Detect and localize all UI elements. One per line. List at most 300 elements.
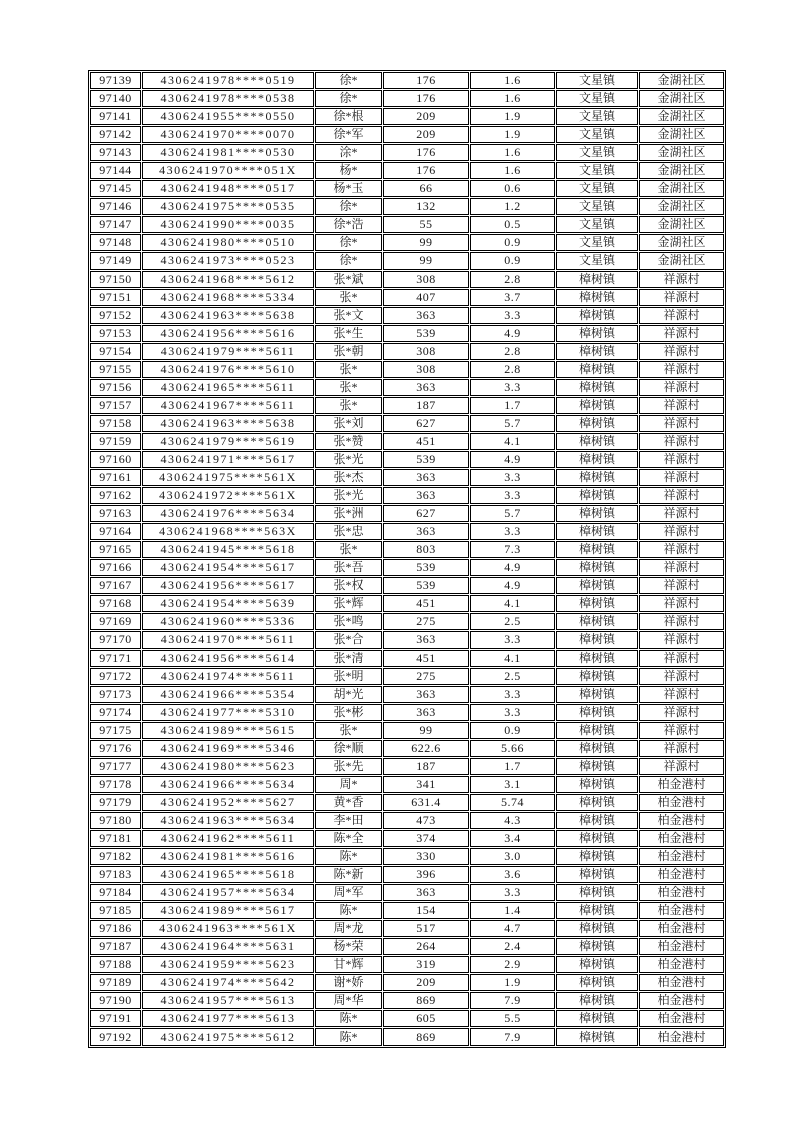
rate-cell: 4.1 bbox=[470, 433, 555, 450]
rate-cell: 5.5 bbox=[470, 1010, 555, 1027]
row-index-cell: 97151 bbox=[90, 289, 141, 306]
table-row bbox=[90, 938, 724, 955]
id-number-cell: 4306241972****561X bbox=[142, 487, 314, 504]
id-number-cell: 4306241974****5611 bbox=[142, 668, 314, 685]
id-number-cell: 4306241968****563X bbox=[142, 523, 314, 540]
id-number-cell: 4306241963****5634 bbox=[142, 812, 314, 829]
table-row bbox=[90, 704, 724, 721]
village-cell: 祥源村 bbox=[639, 631, 724, 648]
town-cell: 樟树镇 bbox=[556, 992, 638, 1009]
table-row bbox=[90, 325, 724, 342]
amount-cell: 631.4 bbox=[383, 794, 469, 811]
village-cell: 祥源村 bbox=[639, 307, 724, 324]
amount-cell: 308 bbox=[383, 343, 469, 360]
name-cell: 周*军 bbox=[315, 884, 382, 901]
village-cell: 祥源村 bbox=[639, 595, 724, 612]
table-row bbox=[90, 90, 724, 107]
town-cell: 樟树镇 bbox=[556, 740, 638, 757]
amount-cell: 363 bbox=[383, 884, 469, 901]
table-row bbox=[90, 108, 724, 125]
amount-cell: 363 bbox=[383, 631, 469, 648]
rate-cell: 1.9 bbox=[470, 126, 555, 143]
table-row bbox=[90, 216, 724, 233]
amount-cell: 451 bbox=[383, 433, 469, 450]
id-number-cell: 4306241975****561X bbox=[142, 469, 314, 486]
town-cell: 樟树镇 bbox=[556, 920, 638, 937]
amount-cell: 209 bbox=[383, 108, 469, 125]
id-number-cell: 4306241965****5618 bbox=[142, 866, 314, 883]
town-cell: 樟树镇 bbox=[556, 559, 638, 576]
rate-cell: 3.3 bbox=[470, 884, 555, 901]
village-cell: 祥源村 bbox=[639, 559, 724, 576]
id-number-cell: 4306241968****5334 bbox=[142, 289, 314, 306]
name-cell: 李*田 bbox=[315, 812, 382, 829]
amount-cell: 264 bbox=[383, 938, 469, 955]
amount-cell: 539 bbox=[383, 451, 469, 468]
row-index-cell: 97157 bbox=[90, 397, 141, 414]
village-cell: 祥源村 bbox=[639, 650, 724, 667]
amount-cell: 396 bbox=[383, 866, 469, 883]
id-number-cell: 4306241967****5611 bbox=[142, 397, 314, 414]
rate-cell: 1.9 bbox=[470, 108, 555, 125]
village-cell: 柏金港村 bbox=[639, 884, 724, 901]
rate-cell: 2.8 bbox=[470, 271, 555, 288]
id-number-cell: 4306241976****5634 bbox=[142, 505, 314, 522]
village-cell: 祥源村 bbox=[639, 271, 724, 288]
name-cell: 陈* bbox=[315, 1010, 382, 1027]
name-cell: 张*忠 bbox=[315, 523, 382, 540]
village-cell: 柏金港村 bbox=[639, 794, 724, 811]
row-index-cell: 97174 bbox=[90, 704, 141, 721]
row-index-cell: 97155 bbox=[90, 361, 141, 378]
id-number-cell: 4306241964****5631 bbox=[142, 938, 314, 955]
table-row bbox=[90, 307, 724, 324]
table-row bbox=[90, 956, 724, 973]
table-row bbox=[90, 758, 724, 775]
rate-cell: 1.6 bbox=[470, 144, 555, 161]
name-cell: 徐*顺 bbox=[315, 740, 382, 757]
row-index-cell: 97141 bbox=[90, 108, 141, 125]
name-cell: 张*文 bbox=[315, 307, 382, 324]
name-cell: 谢*娇 bbox=[315, 974, 382, 991]
town-cell: 樟树镇 bbox=[556, 884, 638, 901]
table-row bbox=[90, 162, 724, 179]
town-cell: 樟树镇 bbox=[556, 848, 638, 865]
rate-cell: 1.6 bbox=[470, 90, 555, 107]
table-row bbox=[90, 541, 724, 558]
row-index-cell: 97140 bbox=[90, 90, 141, 107]
table-row bbox=[90, 884, 724, 901]
rate-cell: 4.9 bbox=[470, 451, 555, 468]
amount-cell: 99 bbox=[383, 252, 469, 269]
id-number-cell: 4306241954****5617 bbox=[142, 559, 314, 576]
table-row bbox=[90, 740, 724, 757]
amount-cell: 363 bbox=[383, 523, 469, 540]
town-cell: 文星镇 bbox=[556, 126, 638, 143]
id-number-cell: 4306241978****0519 bbox=[142, 72, 314, 89]
id-number-cell: 4306241976****5610 bbox=[142, 361, 314, 378]
table-row bbox=[90, 469, 724, 486]
name-cell: 陈*新 bbox=[315, 866, 382, 883]
id-number-cell: 4306241990****0035 bbox=[142, 216, 314, 233]
town-cell: 樟树镇 bbox=[556, 830, 638, 847]
name-cell: 张*鸣 bbox=[315, 613, 382, 630]
id-number-cell: 4306241957****5613 bbox=[142, 992, 314, 1009]
town-cell: 樟树镇 bbox=[556, 595, 638, 612]
row-index-cell: 97170 bbox=[90, 631, 141, 648]
rate-cell: 5.7 bbox=[470, 505, 555, 522]
row-index-cell: 97180 bbox=[90, 812, 141, 829]
amount-cell: 176 bbox=[383, 162, 469, 179]
row-index-cell: 97159 bbox=[90, 433, 141, 450]
rate-cell: 3.3 bbox=[470, 704, 555, 721]
name-cell: 周*华 bbox=[315, 992, 382, 1009]
id-number-cell: 4306241980****5623 bbox=[142, 758, 314, 775]
name-cell: 张*清 bbox=[315, 650, 382, 667]
town-cell: 樟树镇 bbox=[556, 379, 638, 396]
name-cell: 张*刘 bbox=[315, 415, 382, 432]
id-number-cell: 4306241979****5619 bbox=[142, 433, 314, 450]
table-row bbox=[90, 271, 724, 288]
name-cell: 徐* bbox=[315, 90, 382, 107]
name-cell: 张*光 bbox=[315, 451, 382, 468]
id-number-cell: 4306241956****5617 bbox=[142, 577, 314, 594]
village-cell: 柏金港村 bbox=[639, 938, 724, 955]
table-row bbox=[90, 992, 724, 1009]
rate-cell: 4.3 bbox=[470, 812, 555, 829]
amount-cell: 517 bbox=[383, 920, 469, 937]
row-index-cell: 97148 bbox=[90, 234, 141, 251]
row-index-cell: 97172 bbox=[90, 668, 141, 685]
town-cell: 文星镇 bbox=[556, 144, 638, 161]
amount-cell: 341 bbox=[383, 776, 469, 793]
rate-cell: 3.4 bbox=[470, 830, 555, 847]
village-cell: 柏金港村 bbox=[639, 1028, 724, 1046]
rate-cell: 2.8 bbox=[470, 343, 555, 360]
amount-cell: 451 bbox=[383, 650, 469, 667]
village-cell: 祥源村 bbox=[639, 740, 724, 757]
amount-cell: 363 bbox=[383, 379, 469, 396]
town-cell: 樟树镇 bbox=[556, 271, 638, 288]
rate-cell: 7.9 bbox=[470, 992, 555, 1009]
village-cell: 祥源村 bbox=[639, 469, 724, 486]
table-row bbox=[90, 776, 724, 793]
id-number-cell: 4306241989****5617 bbox=[142, 902, 314, 919]
name-cell: 杨*玉 bbox=[315, 180, 382, 197]
name-cell: 张*吾 bbox=[315, 559, 382, 576]
rate-cell: 0.9 bbox=[470, 252, 555, 269]
town-cell: 樟树镇 bbox=[556, 956, 638, 973]
id-number-cell: 4306241979****5611 bbox=[142, 343, 314, 360]
row-index-cell: 97187 bbox=[90, 938, 141, 955]
village-cell: 祥源村 bbox=[639, 433, 724, 450]
amount-cell: 187 bbox=[383, 758, 469, 775]
table-row bbox=[90, 812, 724, 829]
name-cell: 徐* bbox=[315, 252, 382, 269]
table-row bbox=[90, 559, 724, 576]
id-number-cell: 4306241956****5614 bbox=[142, 650, 314, 667]
name-cell: 张*赞 bbox=[315, 433, 382, 450]
town-cell: 樟树镇 bbox=[556, 613, 638, 630]
amount-cell: 407 bbox=[383, 289, 469, 306]
amount-cell: 473 bbox=[383, 812, 469, 829]
table-row bbox=[90, 631, 724, 648]
village-cell: 祥源村 bbox=[639, 415, 724, 432]
amount-cell: 176 bbox=[383, 144, 469, 161]
table-row bbox=[90, 1010, 724, 1027]
rate-cell: 1.6 bbox=[470, 162, 555, 179]
name-cell: 周* bbox=[315, 776, 382, 793]
town-cell: 文星镇 bbox=[556, 252, 638, 269]
table-row bbox=[90, 650, 724, 667]
table-row bbox=[90, 144, 724, 161]
table-row bbox=[90, 487, 724, 504]
rate-cell: 0.6 bbox=[470, 180, 555, 197]
row-index-cell: 97139 bbox=[90, 72, 141, 89]
village-cell: 祥源村 bbox=[639, 613, 724, 630]
table-row bbox=[90, 126, 724, 143]
row-index-cell: 97173 bbox=[90, 686, 141, 703]
row-index-cell: 97166 bbox=[90, 559, 141, 576]
town-cell: 樟树镇 bbox=[556, 433, 638, 450]
rate-cell: 0.5 bbox=[470, 216, 555, 233]
id-number-cell: 4306241954****5639 bbox=[142, 595, 314, 612]
id-number-cell: 4306241989****5615 bbox=[142, 722, 314, 739]
village-cell: 金湖社区 bbox=[639, 126, 724, 143]
town-cell: 樟树镇 bbox=[556, 704, 638, 721]
row-index-cell: 97177 bbox=[90, 758, 141, 775]
row-index-cell: 97156 bbox=[90, 379, 141, 396]
records-table-body bbox=[90, 72, 724, 1046]
amount-cell: 275 bbox=[383, 668, 469, 685]
village-cell: 金湖社区 bbox=[639, 72, 724, 89]
name-cell: 周*龙 bbox=[315, 920, 382, 937]
rate-cell: 3.6 bbox=[470, 866, 555, 883]
rate-cell: 5.66 bbox=[470, 740, 555, 757]
name-cell: 张*彬 bbox=[315, 704, 382, 721]
village-cell: 柏金港村 bbox=[639, 776, 724, 793]
name-cell: 徐* bbox=[315, 234, 382, 251]
id-number-cell: 4306241966****5634 bbox=[142, 776, 314, 793]
rate-cell: 3.0 bbox=[470, 848, 555, 865]
table-row bbox=[90, 72, 724, 89]
rate-cell: 7.3 bbox=[470, 541, 555, 558]
village-cell: 金湖社区 bbox=[639, 90, 724, 107]
id-number-cell: 4306241975****5612 bbox=[142, 1028, 314, 1046]
town-cell: 樟树镇 bbox=[556, 451, 638, 468]
town-cell: 樟树镇 bbox=[556, 289, 638, 306]
name-cell: 张*斌 bbox=[315, 271, 382, 288]
table-row bbox=[90, 794, 724, 811]
amount-cell: 99 bbox=[383, 234, 469, 251]
rate-cell: 4.9 bbox=[470, 559, 555, 576]
table-row bbox=[90, 668, 724, 685]
row-index-cell: 97175 bbox=[90, 722, 141, 739]
village-cell: 柏金港村 bbox=[639, 974, 724, 991]
rate-cell: 4.1 bbox=[470, 650, 555, 667]
row-index-cell: 97171 bbox=[90, 650, 141, 667]
table-row bbox=[90, 361, 724, 378]
row-index-cell: 97188 bbox=[90, 956, 141, 973]
amount-cell: 622.6 bbox=[383, 740, 469, 757]
row-index-cell: 97147 bbox=[90, 216, 141, 233]
row-index-cell: 97144 bbox=[90, 162, 141, 179]
amount-cell: 363 bbox=[383, 686, 469, 703]
id-number-cell: 4306241968****5612 bbox=[142, 271, 314, 288]
amount-cell: 308 bbox=[383, 271, 469, 288]
town-cell: 樟树镇 bbox=[556, 776, 638, 793]
id-number-cell: 4306241960****5336 bbox=[142, 613, 314, 630]
town-cell: 文星镇 bbox=[556, 162, 638, 179]
town-cell: 樟树镇 bbox=[556, 902, 638, 919]
table-row bbox=[90, 595, 724, 612]
village-cell: 祥源村 bbox=[639, 379, 724, 396]
town-cell: 文星镇 bbox=[556, 72, 638, 89]
id-number-cell: 4306241970****051X bbox=[142, 162, 314, 179]
rate-cell: 1.7 bbox=[470, 758, 555, 775]
village-cell: 祥源村 bbox=[639, 451, 724, 468]
table-row bbox=[90, 451, 724, 468]
id-number-cell: 4306241981****5616 bbox=[142, 848, 314, 865]
row-index-cell: 97189 bbox=[90, 974, 141, 991]
name-cell: 张* bbox=[315, 397, 382, 414]
rate-cell: 2.9 bbox=[470, 956, 555, 973]
rate-cell: 3.1 bbox=[470, 776, 555, 793]
table-row bbox=[90, 920, 724, 937]
table-row bbox=[90, 252, 724, 269]
amount-cell: 539 bbox=[383, 577, 469, 594]
town-cell: 樟树镇 bbox=[556, 325, 638, 342]
id-number-cell: 4306241965****5611 bbox=[142, 379, 314, 396]
row-index-cell: 97143 bbox=[90, 144, 141, 161]
town-cell: 樟树镇 bbox=[556, 577, 638, 594]
town-cell: 文星镇 bbox=[556, 90, 638, 107]
table-row bbox=[90, 379, 724, 396]
town-cell: 文星镇 bbox=[556, 216, 638, 233]
rate-cell: 3.3 bbox=[470, 523, 555, 540]
rate-cell: 4.9 bbox=[470, 325, 555, 342]
table-row bbox=[90, 722, 724, 739]
amount-cell: 539 bbox=[383, 325, 469, 342]
name-cell: 张*权 bbox=[315, 577, 382, 594]
table-row bbox=[90, 397, 724, 414]
row-index-cell: 97185 bbox=[90, 902, 141, 919]
row-index-cell: 97191 bbox=[90, 1010, 141, 1027]
rate-cell: 2.5 bbox=[470, 613, 555, 630]
name-cell: 张*合 bbox=[315, 631, 382, 648]
table-row bbox=[90, 848, 724, 865]
village-cell: 柏金港村 bbox=[639, 920, 724, 937]
village-cell: 金湖社区 bbox=[639, 198, 724, 215]
table-row bbox=[90, 415, 724, 432]
row-index-cell: 97142 bbox=[90, 126, 141, 143]
name-cell: 黄*香 bbox=[315, 794, 382, 811]
town-cell: 樟树镇 bbox=[556, 938, 638, 955]
rate-cell: 2.5 bbox=[470, 668, 555, 685]
name-cell: 胡*光 bbox=[315, 686, 382, 703]
village-cell: 祥源村 bbox=[639, 343, 724, 360]
town-cell: 樟树镇 bbox=[556, 397, 638, 414]
rate-cell: 3.7 bbox=[470, 289, 555, 306]
name-cell: 徐*根 bbox=[315, 108, 382, 125]
rate-cell: 3.3 bbox=[470, 307, 555, 324]
town-cell: 樟树镇 bbox=[556, 722, 638, 739]
name-cell: 涂* bbox=[315, 144, 382, 161]
row-index-cell: 97168 bbox=[90, 595, 141, 612]
id-number-cell: 4306241948****0517 bbox=[142, 180, 314, 197]
row-index-cell: 97183 bbox=[90, 866, 141, 883]
rate-cell: 3.3 bbox=[470, 686, 555, 703]
rate-cell: 1.9 bbox=[470, 974, 555, 991]
name-cell: 徐* bbox=[315, 72, 382, 89]
rate-cell: 2.4 bbox=[470, 938, 555, 955]
name-cell: 陈* bbox=[315, 848, 382, 865]
row-index-cell: 97190 bbox=[90, 992, 141, 1009]
village-cell: 柏金港村 bbox=[639, 830, 724, 847]
id-number-cell: 4306241957****5634 bbox=[142, 884, 314, 901]
row-index-cell: 97161 bbox=[90, 469, 141, 486]
amount-cell: 451 bbox=[383, 595, 469, 612]
rate-cell: 3.3 bbox=[470, 379, 555, 396]
row-index-cell: 97192 bbox=[90, 1028, 141, 1046]
town-cell: 樟树镇 bbox=[556, 631, 638, 648]
name-cell: 张*洲 bbox=[315, 505, 382, 522]
town-cell: 文星镇 bbox=[556, 234, 638, 251]
village-cell: 祥源村 bbox=[639, 397, 724, 414]
row-index-cell: 97179 bbox=[90, 794, 141, 811]
amount-cell: 209 bbox=[383, 974, 469, 991]
village-cell: 柏金港村 bbox=[639, 1010, 724, 1027]
id-number-cell: 4306241955****0550 bbox=[142, 108, 314, 125]
name-cell: 张*杰 bbox=[315, 469, 382, 486]
rate-cell: 1.6 bbox=[470, 72, 555, 89]
table-row bbox=[90, 343, 724, 360]
table-row bbox=[90, 686, 724, 703]
table-row bbox=[90, 198, 724, 215]
rate-cell: 1.7 bbox=[470, 397, 555, 414]
table-row bbox=[90, 866, 724, 883]
amount-cell: 187 bbox=[383, 397, 469, 414]
village-cell: 柏金港村 bbox=[639, 848, 724, 865]
id-number-cell: 4306241975****0535 bbox=[142, 198, 314, 215]
name-cell: 杨*荣 bbox=[315, 938, 382, 955]
village-cell: 祥源村 bbox=[639, 577, 724, 594]
town-cell: 樟树镇 bbox=[556, 361, 638, 378]
rate-cell: 4.7 bbox=[470, 920, 555, 937]
row-index-cell: 97153 bbox=[90, 325, 141, 342]
town-cell: 樟树镇 bbox=[556, 812, 638, 829]
village-cell: 柏金港村 bbox=[639, 866, 724, 883]
village-cell: 柏金港村 bbox=[639, 992, 724, 1009]
row-index-cell: 97165 bbox=[90, 541, 141, 558]
town-cell: 樟树镇 bbox=[556, 650, 638, 667]
row-index-cell: 97163 bbox=[90, 505, 141, 522]
row-index-cell: 97146 bbox=[90, 198, 141, 215]
id-number-cell: 4306241970****5611 bbox=[142, 631, 314, 648]
rate-cell: 4.1 bbox=[470, 595, 555, 612]
row-index-cell: 97150 bbox=[90, 271, 141, 288]
table-row bbox=[90, 180, 724, 197]
amount-cell: 627 bbox=[383, 415, 469, 432]
row-index-cell: 97181 bbox=[90, 830, 141, 847]
town-cell: 樟树镇 bbox=[556, 866, 638, 883]
town-cell: 樟树镇 bbox=[556, 1028, 638, 1046]
town-cell: 文星镇 bbox=[556, 198, 638, 215]
row-index-cell: 97169 bbox=[90, 613, 141, 630]
table-row bbox=[90, 830, 724, 847]
records-table bbox=[88, 70, 726, 1048]
village-cell: 金湖社区 bbox=[639, 108, 724, 125]
